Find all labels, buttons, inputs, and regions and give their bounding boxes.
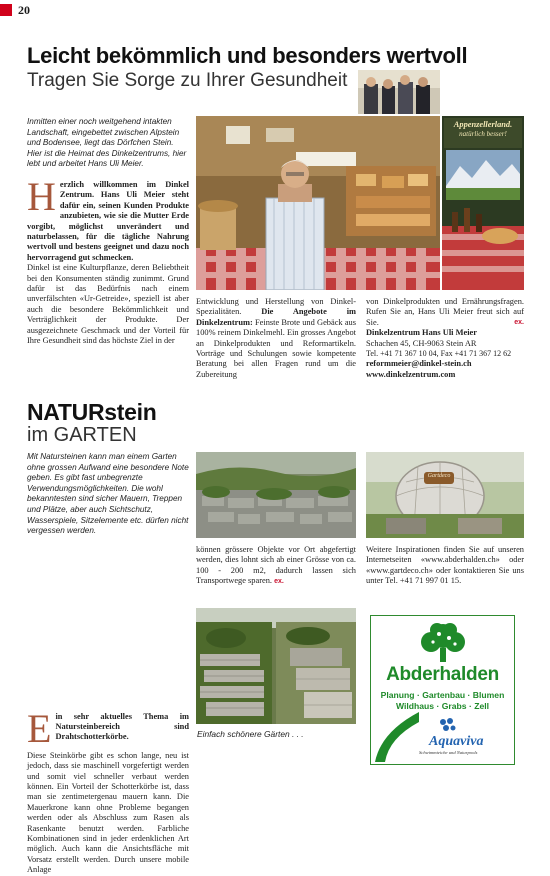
article1-col3-body: von Dinkelprodukten und Ernährungsfragen. Rufen Sie an, Hans Uli Meier freut sich auf Sie. bbox=[366, 297, 524, 327]
photo-garden-stand bbox=[366, 452, 524, 538]
article1-lead: Inmitten einer noch weitgehend intakten Landschaft, eingebettet zwischen Alpstein und Bodensee, liegt das Dörfchen Stein. Hier ist die Heimat des Dinkelzentrums, hier lebt und arbeitet Hans Uli Meier. bbox=[27, 117, 187, 169]
page-number-marker bbox=[0, 4, 44, 22]
aquaviva-drops-icon bbox=[437, 716, 457, 734]
article1-col2-bold: Die Angebote im Dinkelzentrum: bbox=[196, 307, 356, 327]
article1-column2 bbox=[196, 297, 356, 380]
contact-website: www.dinkelzentrum.com bbox=[366, 369, 456, 379]
article1-intro: erzlich willkommen im Dinkel Zentrum. Hans Uli Meier steht dafür ein, seinen Kunden Produkte anzubieten, wie sie die Mutter Erde vorgibt, möglichst unverändert und naturbelassen, für die tägliche Nahrung wertvoll und bestens geeignet und dazu noch hervorragend gut schmecken. bbox=[27, 180, 189, 262]
contact-address: Schachen 45, CH-9063 Stein AR bbox=[366, 338, 477, 348]
tree-logo-icon bbox=[417, 622, 469, 664]
article2-column3 bbox=[366, 545, 524, 587]
contact-email: reformmeier@dinkel-stein.ch bbox=[366, 359, 472, 369]
article1-headline: Leicht bekömmlich und besonders wertvoll bbox=[27, 43, 468, 68]
article1-ex-mark: ex. bbox=[514, 318, 524, 326]
article2-subheadline: im GARTEN bbox=[27, 424, 137, 446]
article2-intro: in sehr aktuelles Thema im Natursteinbereich sind Drahtschotterkörbe. bbox=[55, 711, 189, 742]
article2-ex-mark: ex. bbox=[274, 578, 284, 586]
article1-col1-body: Dinkel ist eine Kulturpflanze, deren Beliebtheit bei den Konsumenten ständig zunimmt. Grund dafür ist das Bedürfnis nach einem unverfälschten «Ur-Getreide», speziell ist aber auch die besondere Bekömmlichkeit und Verträglichkeit der Produkte. Der ausgezeichnete Geschmack und der Vorteil für Ihre Gesundheit sind das höchste Ziel in der bbox=[27, 263, 189, 346]
photo-stone-wall bbox=[196, 452, 356, 538]
article1-column3 bbox=[366, 297, 524, 380]
photo-visitors bbox=[358, 70, 440, 114]
article2-col2-body: können grössere Objekte vor Ort abgefertigt werden, dies lohnt sich ab einer Grösse von ca. 100 - 200 m2, dadurch lassen sich Transportwege sparen. bbox=[196, 545, 356, 586]
article2-headline: NATURstein bbox=[27, 399, 157, 425]
ad-brand2-name: Aquaviva bbox=[429, 734, 484, 749]
article1-subheadline: Tragen Sie Sorge zu Ihrer Gesundheit bbox=[27, 70, 348, 91]
contact-phone: Tel. +41 71 367 10 04, Fax +41 71 367 12 62 bbox=[366, 349, 512, 359]
article1-col2-a: Entwicklung und Herstellung von Dinkel-Spezialitäten. bbox=[196, 297, 356, 317]
ad-tagline-2: Wildhaus · Grabs · Zell bbox=[395, 701, 490, 711]
abderhalden-advertisement bbox=[370, 615, 515, 765]
article1-col2-b: Feinste Brote und Gebäck aus 100% reinem Dinkelmehl. Ein grosses Angebot an Dinkelprodukten und Reformartikeln. Vorträge und Schulungen sowie kompetente Beratung bei allen Fragen rund um die Zubereitung bbox=[196, 317, 357, 379]
article2-lead: Mit Natursteinen kann man einem Garten ohne grossen Aufwand eine besondere Note geben. Es gibt fast unbegrenzte Verwendungsmöglichkeiten. Die wohl bekanntesten sind sicher Mauern, Treppen und Plätze, aber auch Sichtschutz, Wasserspiele, Sitzelemente etc. dürfen nicht vergessen werden. bbox=[27, 452, 189, 536]
ad-brand2-subtitle: Schwimmteiche und Naturpools bbox=[419, 750, 478, 755]
ad-corner-swoosh-icon bbox=[375, 712, 419, 762]
ad-tagline-1: Planung · Gartenbau · Blumen bbox=[380, 690, 505, 700]
article2-column1 bbox=[27, 705, 189, 876]
article2-column2 bbox=[196, 545, 356, 588]
photo-dinkel-booth bbox=[196, 116, 440, 290]
article2-col3-body: Weitere Inspirationen finden Sie auf unseren Internetseiten «www.abderhalden.ch» oder «www.gartdeco.ch» oder kontaktieren Sie uns unter Tel. +41 71 997 01 15. bbox=[366, 545, 524, 586]
article1-dropcap: H bbox=[27, 174, 56, 219]
poster-line2: natürlich besser! bbox=[459, 130, 507, 138]
article2-caption: Einfach schönere Gärten . . . bbox=[197, 729, 304, 739]
photo-appenzell-poster bbox=[442, 116, 524, 290]
article2-col1-body: Diese Steinkörbe gibt es schon lange, neu ist jedoch, dass sie maschinell vorgefertigt werden und somit viel schneller verbaut werden können. Ein Vorteil der Schotterkörbe ist, dass man sie zentimetergenau mauern kann. Die Mauerkrone kann ohne Probleme begangen werden oder als Abschluss zum Rasen als Rasenkante benutzt werden. Farbliche Kombinationen sind in jeder erdenklichen Art möglich. Auch kann die Ansichtsfläche mit Vorsatz erstellt werden. Durch unsere mobile Anlage bbox=[27, 750, 189, 875]
photo-gabion-garden bbox=[196, 608, 356, 724]
stand-sign: Gartdeco bbox=[427, 473, 451, 479]
poster-line1: Appenzellerland. bbox=[453, 120, 513, 129]
article1-column1 bbox=[27, 174, 189, 347]
ad-brand-name: Abderhalden bbox=[386, 664, 499, 685]
red-square-marker bbox=[0, 4, 12, 16]
page-number: 20 bbox=[18, 3, 30, 17]
article2-dropcap: E bbox=[27, 705, 52, 751]
contact-name: Dinkelzentrum Hans Uli Meier bbox=[366, 328, 477, 338]
